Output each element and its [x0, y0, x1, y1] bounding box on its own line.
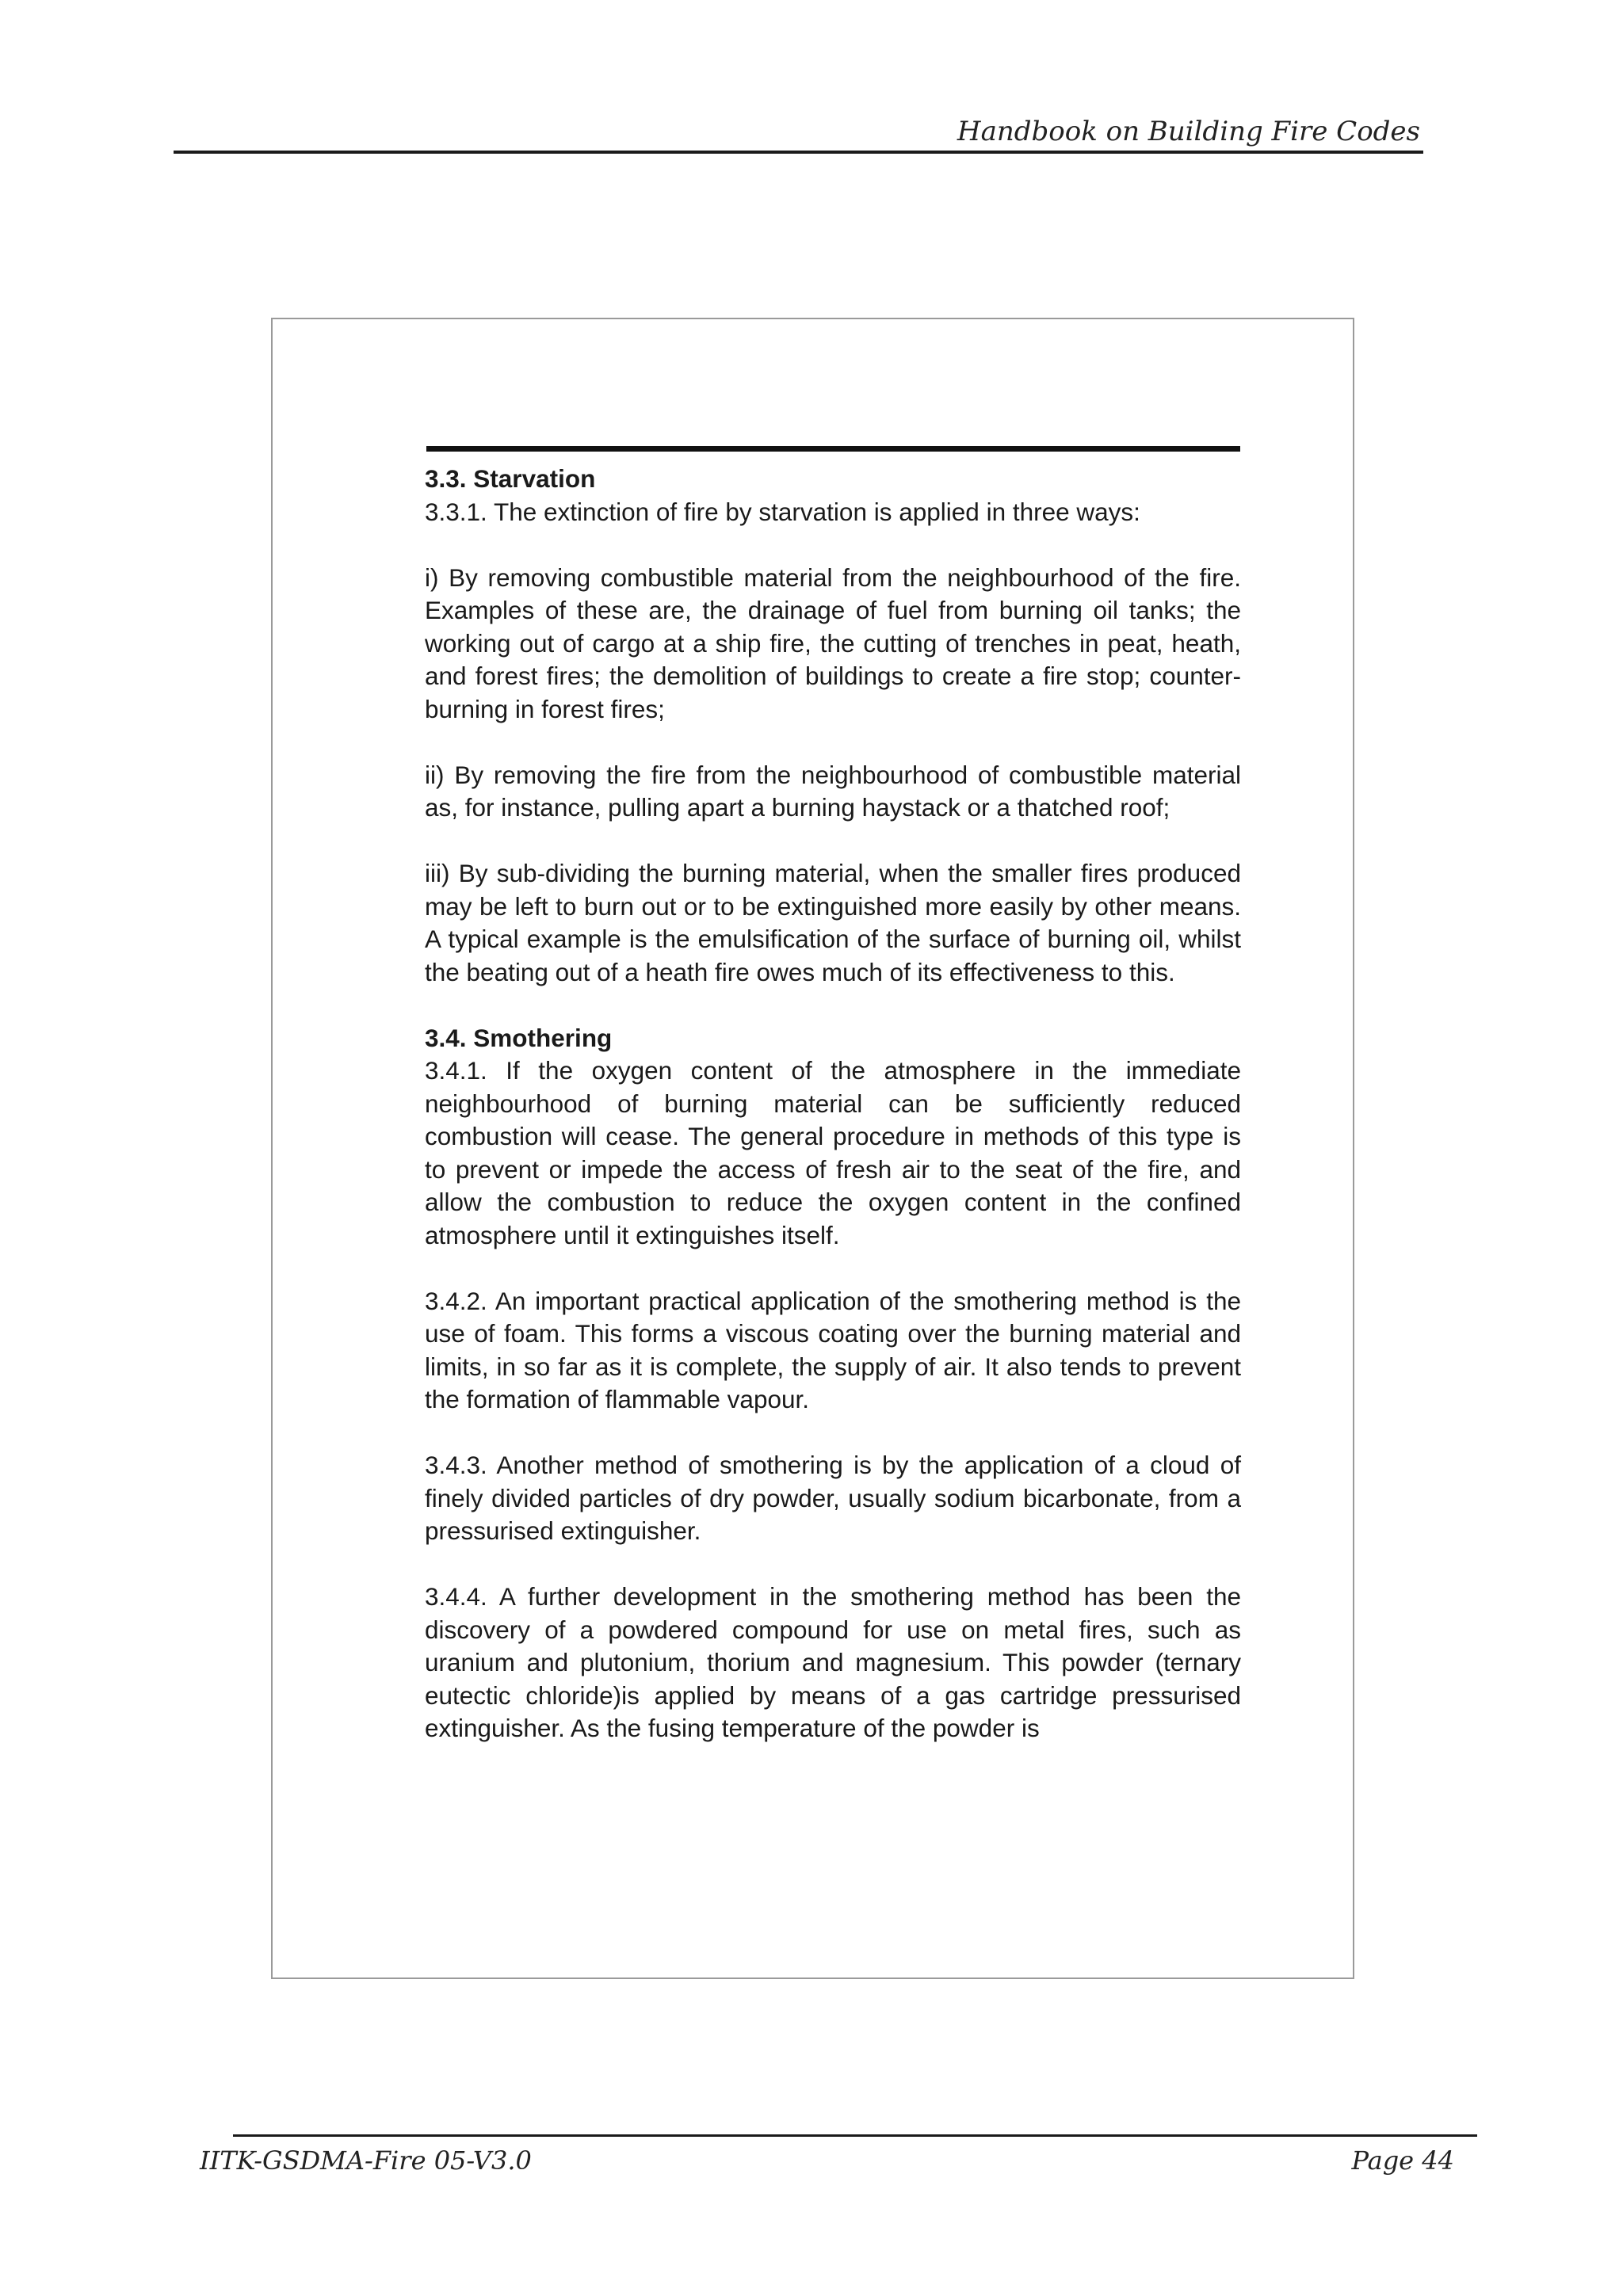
- footer-rule: [233, 2134, 1477, 2137]
- paragraph-3-3-ii: ii) By removing the fire from the neighbourhood of combustible material as, for instance, pulling apart a burning haystack or a thatched roof;: [425, 760, 1241, 822]
- section-heading-starvation: 3.3. Starvation: [425, 464, 596, 493]
- paragraph-3-4-1: 3.4.1. If the oxygen content of the atmosphere in the immediate neighbourhood of burning material can be sufficiently reduced combustion will cease. The general procedure in methods of this type is to prevent or impede the access of fresh air to the seat of the fire, and allow the combustion to reduce the oxygen content in the confined atmosphere until it extinguishes itself.: [425, 1056, 1241, 1249]
- paragraph-3-3-1: 3.3.1. The extinction of fire by starvation is applied in three ways:: [425, 497, 1140, 526]
- paragraph-3-3-iii: iii) By sub-dividing the burning material, when the smaller fires produced may be left to burn out or to be extinguished more easily by other means. A typical example is the emulsification of the surface of burning oil, whilst the beating out of a heath fire owes much of its effectiveness to this.: [425, 859, 1241, 986]
- header-rule: [174, 151, 1423, 154]
- section-rule: [426, 446, 1240, 452]
- page-body: [425, 463, 1241, 1778]
- paragraph-3-4-2: 3.4.2. An important practical application of the smothering method is the use of foam. This forms a viscous coating over the burning material and limits, in so far as it is complete, the supply of air. It also tends to prevent the formation of flammable vapour.: [425, 1286, 1241, 1413]
- paragraph-3-4-3: 3.4.3. Another method of smothering is by the application of a cloud of finely divided particles of dry powder, usually sodium bicarbonate, from a pressurised extinguisher.: [425, 1451, 1241, 1545]
- section-heading-smothering: 3.4. Smothering: [425, 1023, 613, 1052]
- paragraph-3-4-4: 3.4.4. A further development in the smothering method has been the discovery of a powdered compound for use on metal fires, such as uranium and plutonium, thorium and magnesium. This powder (ternary eutectic chloride)is applied by means of a gas cartridge pressurised extinguisher. As the fusing temperature of the powder is: [425, 1582, 1241, 1742]
- page-number: Page 44: [1351, 2145, 1454, 2176]
- paragraph-3-3-i: i) By removing combustible material from the neighbourhood of the fire. Examples of these are, the drainage of fuel from burning oil tanks; the working out of cargo at a ship fire, the cutting of trenches in peat, heath, and forest fires; the demolition of buildings to create a fire stop; counter-burning in forest fires;: [425, 563, 1241, 723]
- running-header: Handbook on Building Fire Codes: [957, 116, 1420, 147]
- document-id: IITK-GSDMA-Fire 05-V3.0: [200, 2145, 532, 2176]
